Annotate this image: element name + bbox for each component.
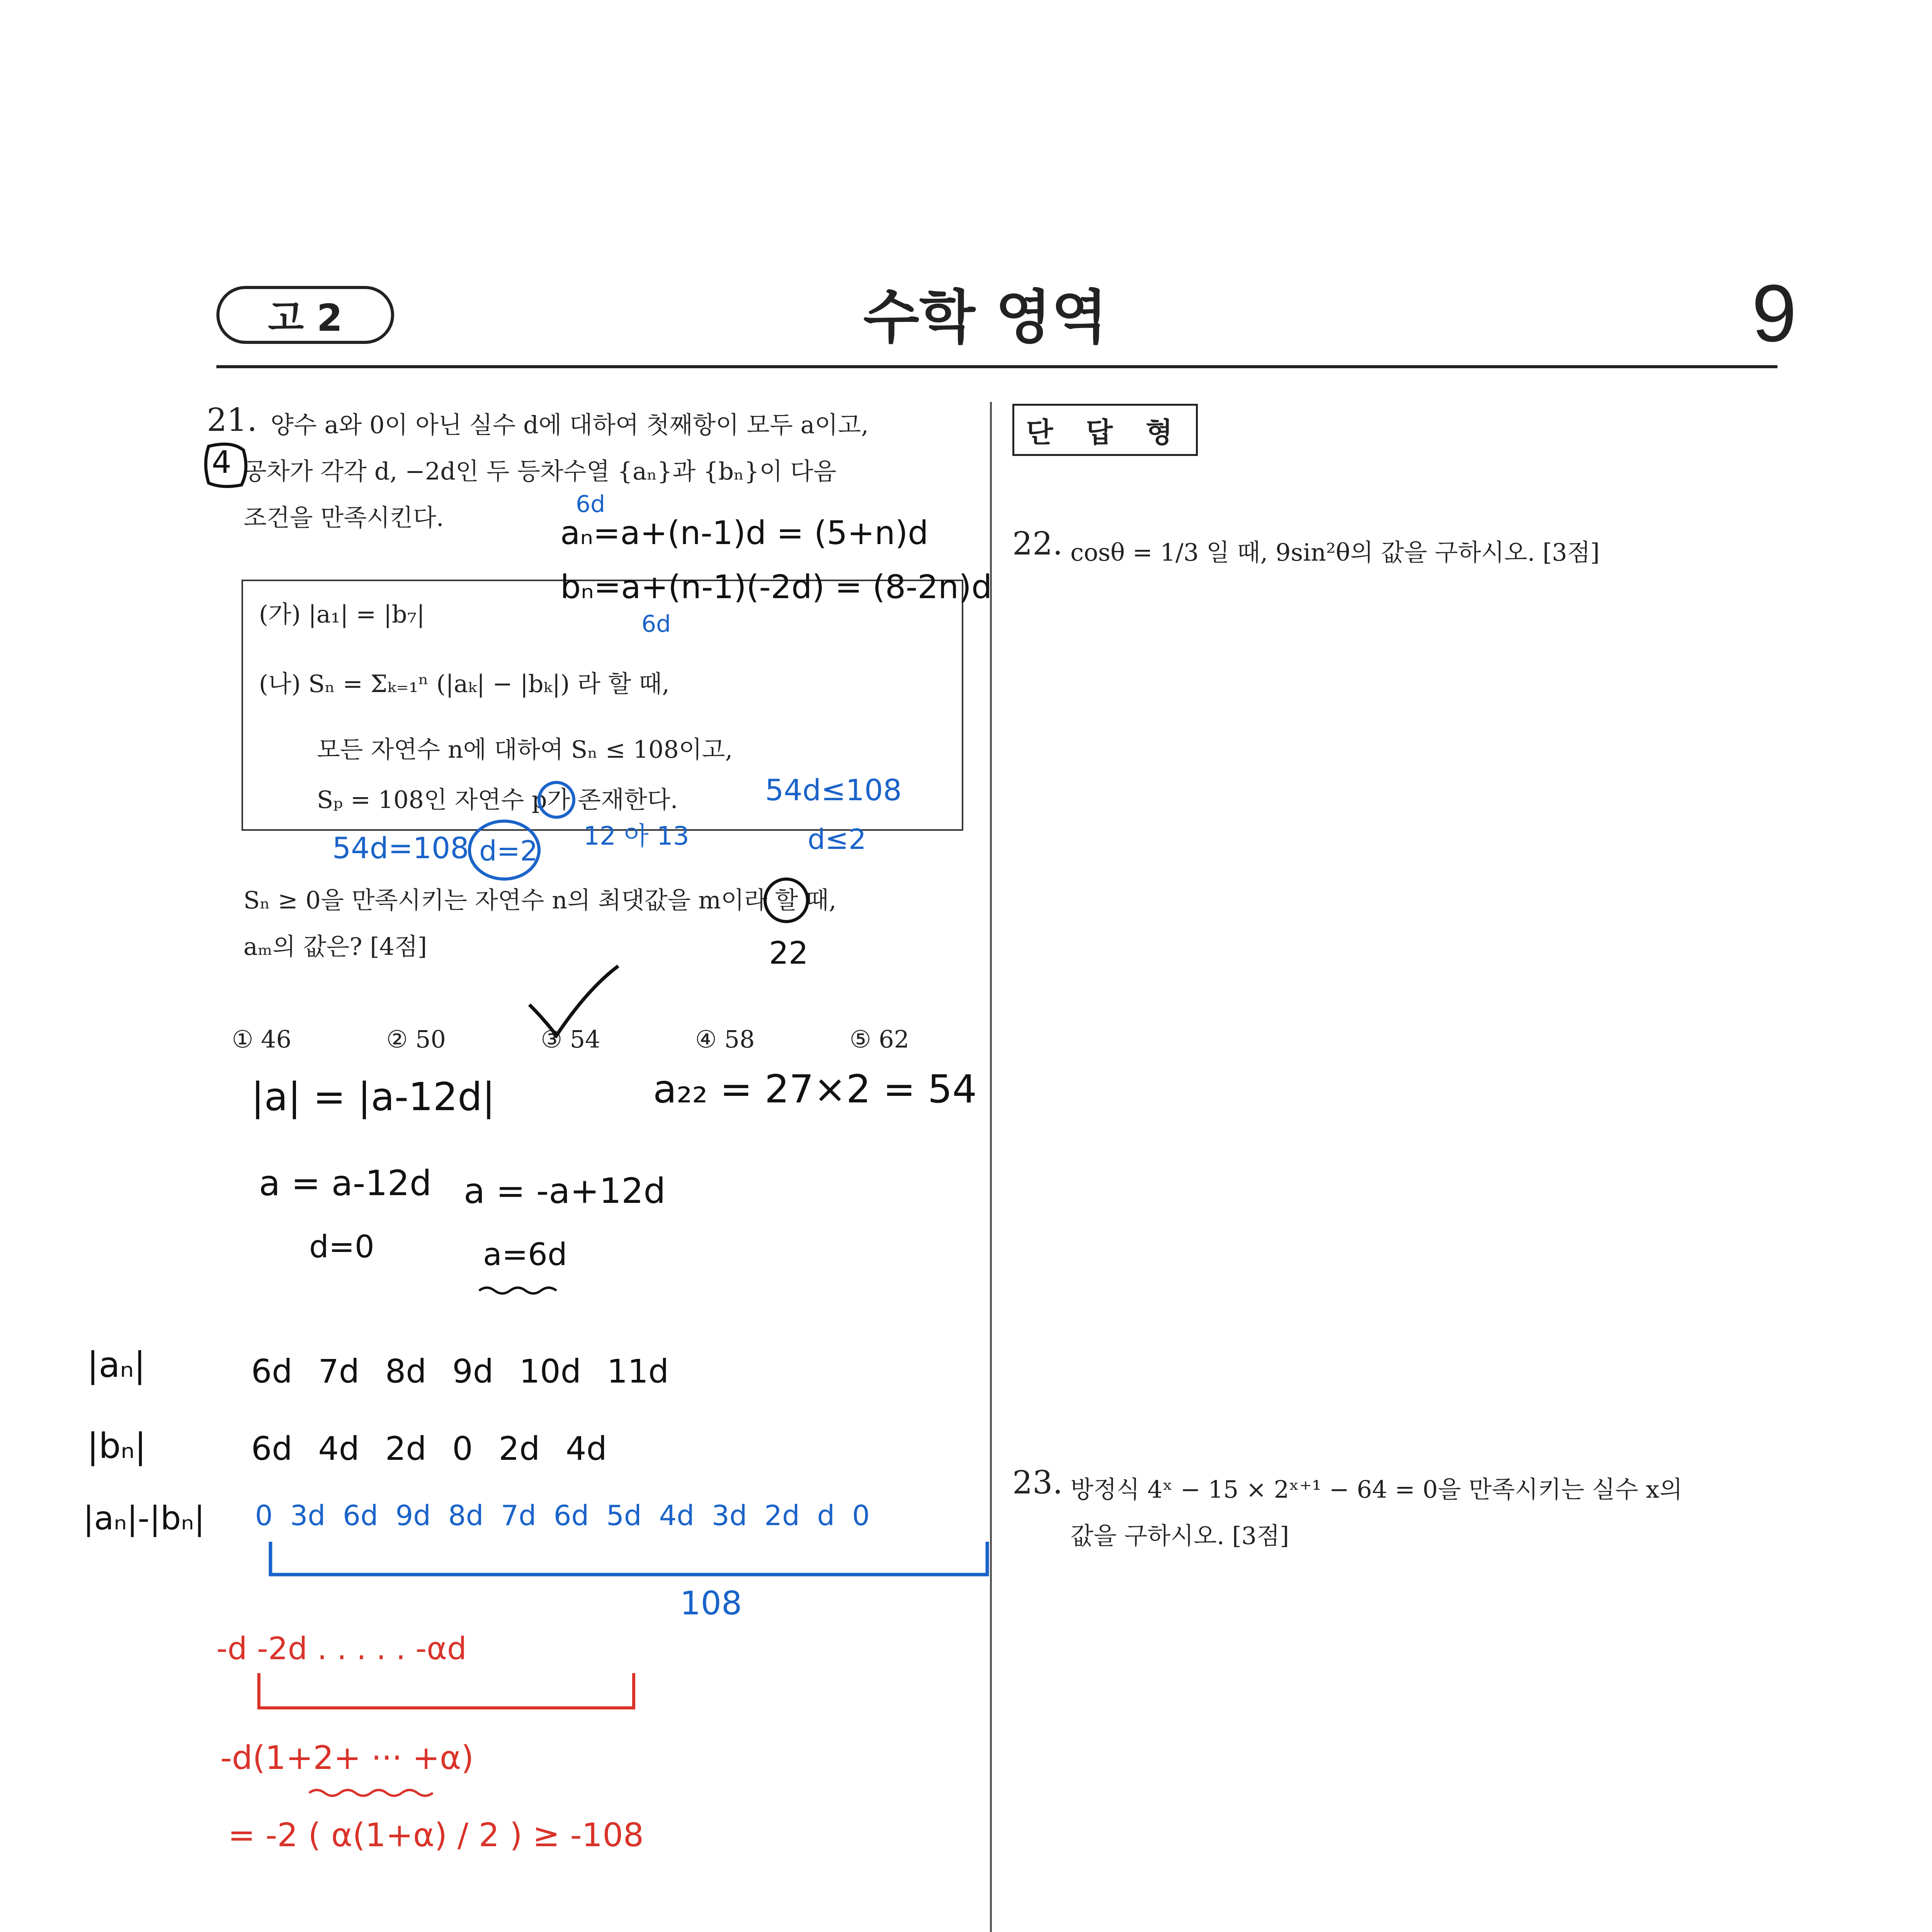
condition-na-line2: 모든 자연수 n에 대하여 Sₙ ≤ 108이고, [317,735,733,764]
hw-bn-formula: bₙ=a+(n-1)(-2d) = (8-2n)d [560,568,992,606]
q21-line2: 공차가 각각 d, −2d인 두 등차수열 {aₙ}과 {bₙ}이 다음 [243,457,837,485]
q21-number: 21. [207,402,257,439]
short-answer-label: 단 답 형 [1012,404,1198,456]
q22-number: 22. [1012,526,1063,562]
page-title: 수학 영역 [863,284,1107,351]
choice-4[interactable]: ④ 58 [695,1025,755,1053]
condition-na-line3: Sₚ = 108인 자연수 p가 존재한다. [317,786,678,814]
q23-line2: 값을 구하시오. [3점] [1070,1522,1289,1550]
q23-line1: 방정식 4ˣ − 15 × 2ˣ⁺¹ − 64 = 0을 만족시키는 실수 x의 [1070,1475,1683,1503]
q21-ask-line1: Sₙ ≥ 0을 만족시키는 자연수 n의 최댓값을 m이라 할 때, [243,886,837,914]
q23-number: 23. [1012,1464,1063,1501]
hw-6d-top: 6d [576,491,605,518]
hw-red-sum: -d(1+2+ ··· +α) [220,1739,474,1777]
hw-red-ineq: = -2 ( α(1+α) / 2 ) ≥ -108 [228,1816,644,1854]
choice-2[interactable]: ② 50 [386,1025,446,1053]
q21-line1: 양수 a와 0이 아닌 실수 d에 대하여 첫째항이 모두 a이고, [270,411,869,439]
hw-case2: a = -a+12d [464,1171,666,1211]
hw-6d-bottom: 6d [641,611,671,638]
q22-text: cosθ = 1/3 일 때, 9sin²θ의 값을 구하시오. [3점] [1070,538,1600,566]
choice-5[interactable]: ⑤ 62 [849,1025,910,1053]
hw-row-an-label: |aₙ| [87,1345,146,1385]
hw-red-seq: -d -2d . . . . . -αd [216,1631,467,1667]
hw-row-diff-label: |aₙ|-|bₙ| [83,1499,205,1537]
hw-d-eq-2: d=2 [479,835,538,867]
hw-brace-total: 108 [680,1584,742,1622]
page-number: 9 [1752,268,1797,359]
hw-row-bn: 6d 4d 2d 0 2d 4d [251,1430,607,1468]
hw-54d-eq: 54d=108 [332,831,469,865]
hw-case1-result: d=0 [309,1229,374,1265]
hw-d-le-2: d≤2 [808,823,866,855]
choice-1[interactable]: ① 46 [232,1025,292,1053]
hw-a22: a₂₂ = 27×2 = 54 [653,1066,977,1112]
hw-12-or-13: 12 아 13 [583,821,689,851]
hw-row-diff: 0 3d 6d 9d 8d 7d 6d 5d 4d 3d 2d d 0 [255,1499,870,1532]
choice-3[interactable]: ③ 54 [541,1025,600,1053]
hw-m-value: 22 [769,935,808,971]
hw-54d-ineq: 54d≤108 [765,773,902,807]
condition-na: (나) Sₙ = Σₖ₌₁ⁿ (|aₖ| − |bₖ|) 라 할 때, [259,670,670,698]
condition-ga: (가) |a₁| = |b₇| [259,600,425,628]
hw-abs-equation: |a| = |a-12d| [251,1074,495,1119]
hw-case2-result: a=6d [483,1236,567,1272]
hw-row-an: 6d 7d 8d 9d 10d 11d [251,1352,669,1390]
q21-ask-line2: aₘ의 값은? [4점] [243,932,427,961]
hw-row-bn-label: |bₙ| [87,1426,146,1466]
hw-case1: a = a-12d [259,1163,432,1204]
hw-an-formula: aₙ=a+(n-1)d = (5+n)d [560,514,929,552]
grade-badge: 고 2 [216,286,394,344]
q21-line3: 조건을 만족시킨다. [243,503,444,532]
answer-mark: 4 [212,444,231,480]
